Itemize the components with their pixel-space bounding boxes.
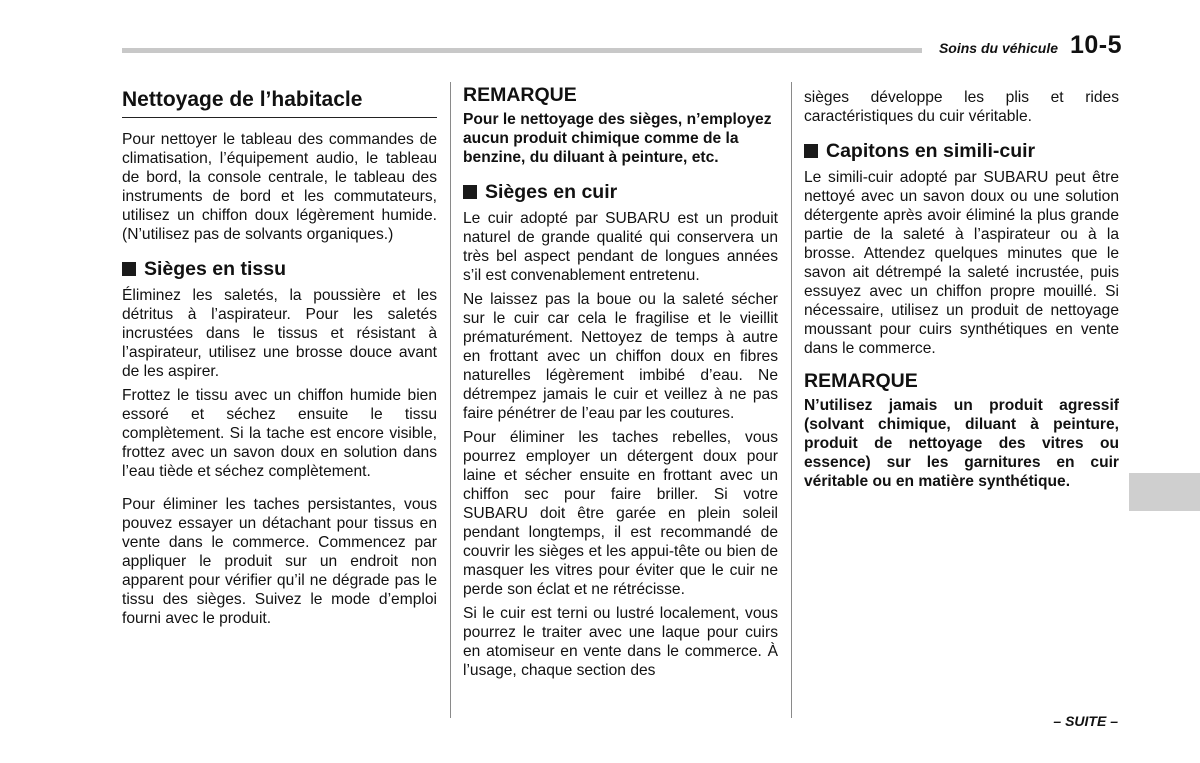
- subsection-heading: [804, 140, 1119, 162]
- section-heading: Nettoyage de l’habitacle: [122, 88, 437, 118]
- paragraph: Pour éliminer les taches rebelles, vous pourrez employer un détergent doux pour laine et sécher ensuite en frottant avec un chiffon sec pour faire briller. Si votre SUBARU doit être garée en plein soleil pendant longtemps, il est recommandé de couvrir les sièges et les appui-tête ou bien de masquer les vitres pour éviter que le cuir ne perde son éclat et ne rétrécisse.: [463, 429, 778, 598]
- paragraph: Éliminez les saletés, la poussière et les détritus à l’aspirateur. Pour les saletés incrustées dans le tissus et résistant à l’aspirateur, utilisez une brosse douce avant de les aspirer.: [122, 287, 437, 380]
- note-text: Pour le nettoyage des sièges, n’employez aucun produit chimique comme de la benzine, du diluant à peinture, etc.: [463, 111, 772, 166]
- subsection-heading: [122, 258, 437, 280]
- column-middle: [463, 84, 778, 685]
- page-number: 10-5: [1070, 31, 1123, 59]
- column-left: [122, 80, 437, 633]
- subsection-heading-label: Sièges en cuir: [485, 181, 618, 203]
- note-text: N’utilisez jamais un produit agressif (solvant chimique, diluant à peinture, produit de nettoyage des vitres ou essence) sur les garnitures en cuir véritable ou en matière synthétique.: [804, 397, 1119, 490]
- note-title: REMARQUE: [463, 84, 577, 106]
- column-divider: [450, 82, 451, 718]
- paragraph: Si le cuir est terni ou lustré localement, vous pourrez le traiter avec une laque pour cuirs en atomiseur en vente dans le commerce. À l’usage, chaque section des: [463, 605, 778, 679]
- section-title: Soins du véhicule: [938, 40, 1058, 56]
- square-bullet-icon: [463, 185, 477, 199]
- continued-label: – SUITE –: [1053, 713, 1118, 729]
- paragraph: Pour nettoyer le tableau des commandes de climatisation, l’équipement audio, le tableau de bord, la console centrale, le tableau des instruments de bord et les commutateurs, utilisez un chiffon doux légèrement humide. (N’utilisez pas de solvants organiques.): [122, 131, 437, 243]
- subsection-heading-label: Sièges en tissu: [144, 258, 286, 280]
- paragraph: Le cuir adopté par SUBARU est un produit naturel de grande qualité qui conservera un très bel aspect pendant de longues années s’il est convenablement entretenu.: [463, 210, 778, 284]
- square-bullet-icon: [804, 144, 818, 158]
- column-divider: [791, 82, 792, 718]
- paragraph: Frottez le tissu avec un chiffon humide bien essoré et séchez ensuite le tissu complètement. Si la tache est encore visible, frottez avec un savon doux en solution dans l’eau tiède et séchez complètement.: [122, 387, 437, 480]
- paragraph: Pour éliminer les taches persistantes, vous pouvez essayer un détachant pour tissus en vente dans le commerce. Commencez par appliquer le produit sur un endroit non apparent pour vérifier qu’il ne dégrade pas le tissu des sièges. Suivez le mode d’emploi fourni avec le produit.: [122, 496, 437, 627]
- note-title: REMARQUE: [804, 370, 918, 392]
- square-bullet-icon: [122, 262, 136, 276]
- paragraph: Le simili-cuir adopté par SUBARU peut être nettoyé avec un savon doux ou une solution détergente après avoir éliminé la plus grande partie de la saleté à l’aspirateur ou à la brosse. Attendez quelques minutes que le savon ait détrempé la saleté incrustée, puis essuyez avec un chiffon propre mouillé. Si nécessaire, utilisez un produit de nettoyage moussant pour cuirs synthétiques en vente dans le commerce.: [804, 169, 1119, 357]
- subsection-heading: [463, 181, 778, 203]
- paragraph: sièges développe les plis et rides caractéristiques du cuir véritable.: [804, 89, 1119, 125]
- chapter-tab: [1129, 473, 1200, 511]
- subsection-heading-label: Capitons en simili-cuir: [826, 140, 1036, 162]
- column-right: [804, 80, 1119, 496]
- header-rule: [122, 48, 922, 53]
- paragraph: Ne laissez pas la boue ou la saleté sécher sur le cuir car cela le fragilise et le vieillit prématurément. Nettoyez de temps à autre en frottant avec un chiffon doux en fibres naturelles légèrement imbibé d’eau. Ne détrempez jamais le cuir et veillez à ne pas faire pénétrer de l’eau par les coutures.: [463, 291, 778, 422]
